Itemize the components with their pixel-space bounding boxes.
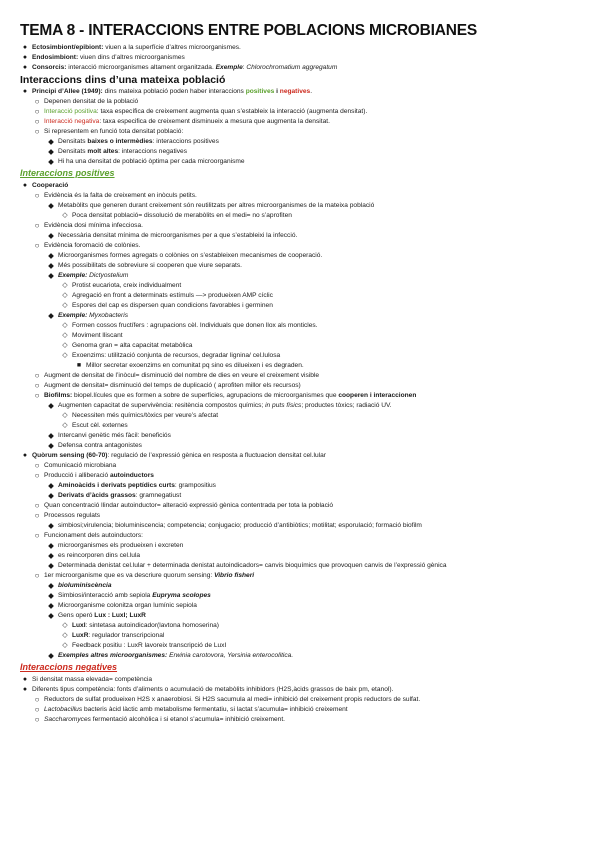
item-text: Hi ha una densitat de població òptima per cada microorganisme	[58, 158, 245, 165]
bullet-icon: ○	[34, 107, 40, 116]
bullet-icon: ○	[34, 371, 40, 380]
item-text: : regulador transcripcional	[88, 632, 165, 639]
item-text: Endosimbiont:	[32, 54, 79, 61]
item-text: viuen dins d’altres microorganismes	[78, 54, 185, 61]
list-item	[20, 431, 590, 441]
item-text: Evidència foromació de colònies.	[44, 242, 141, 249]
bullet-icon: ○	[34, 191, 40, 200]
list-item	[20, 311, 590, 321]
list-item	[20, 621, 590, 631]
list-item	[20, 157, 590, 167]
item-text: 1er microorganisme que es va descriure quorum sensing:	[44, 572, 215, 579]
bullet-icon: ◆	[48, 157, 54, 166]
item-text: : interaccions negatives	[118, 148, 188, 155]
item-text: Millor secretar exoenzims en comunitat pq sino es dilueixen i es degraden.	[86, 362, 304, 369]
item-text: Exoenzims: utilització conjunta de recursos, degradar lignina/ cel.lulosa	[72, 352, 281, 359]
item-text: baixes o intermèdies	[87, 138, 153, 145]
item-text: Erwinia carotovora, Yersinia enterocolitica.	[169, 652, 294, 659]
bullet-icon: ◇	[62, 622, 68, 629]
list-item	[20, 331, 590, 341]
item-text: Processos regulats	[44, 512, 101, 519]
bullet-icon: ◆	[48, 561, 54, 570]
item-text: molt altes	[87, 148, 119, 155]
item-text: Si densitat massa elevada= competència	[32, 676, 153, 683]
bullet-icon: ◇	[62, 412, 68, 419]
item-text: .	[310, 88, 313, 95]
list-item	[20, 551, 590, 561]
bullet-icon: ◆	[48, 231, 54, 240]
item-text: Depenen densitat de la població	[44, 98, 139, 105]
item-text: Exemple:	[58, 312, 88, 319]
list-item	[20, 351, 590, 361]
bullet-icon: ◇	[62, 322, 68, 329]
negative-interactions-list	[20, 675, 590, 725]
list-item	[20, 651, 590, 661]
list-item	[20, 611, 590, 621]
list-item	[20, 631, 590, 641]
item-text: Derivats d’àcids grassos	[58, 492, 136, 499]
bullet-icon: ○	[34, 695, 40, 704]
item-text: Diferents tipus competència: fonts d’aliments o acumulació de metabòlits inhibidors (H2S,àcids grassos de baix pm, etanol).	[32, 686, 394, 693]
list-item	[20, 43, 590, 53]
bullet-icon: ◇	[62, 332, 68, 339]
list-item	[20, 191, 590, 201]
item-text: Defensa contra antagonistes	[58, 442, 142, 449]
bullet-icon: ◆	[48, 491, 54, 500]
list-item	[20, 581, 590, 591]
item-text: Principi d’Allee (1949):	[32, 88, 103, 95]
item-text: bacteris àcid làctic amb metabolisme fermentatiu, si lactat s’acumula= inhibició creixement	[82, 706, 348, 713]
list-item	[20, 391, 590, 401]
item-text: Chlorochromatium aggregatum	[246, 64, 338, 71]
item-text: Metabòlits que generen durant creixement són reutilitzats per altres microorganismes de la mateixa població	[58, 202, 375, 209]
list-item	[20, 371, 590, 381]
bullet-icon: ◆	[48, 581, 54, 590]
item-text: Aminoàcids i derivats peptídics curts	[58, 482, 175, 489]
item-text: Exemple	[215, 64, 243, 71]
bullet-icon: ◆	[48, 311, 54, 320]
list-item	[20, 321, 590, 331]
bullet-icon: ◇	[62, 642, 68, 649]
item-text: Augmenten capacitat de supervivència: resitència compostos químics;	[58, 402, 266, 409]
item-text: Augment de densitat= disminució del temps de duplicació ( aprofiten millor els recursos)	[44, 382, 301, 389]
list-item	[20, 675, 590, 685]
item-text: Ectosimbiont/epibiont:	[32, 44, 104, 51]
bullet-icon: ◇	[62, 212, 68, 219]
positive-interactions-list	[20, 181, 590, 661]
list-item	[20, 301, 590, 311]
item-text: : grampositius	[174, 482, 216, 489]
bullet-icon: ○	[34, 715, 40, 724]
item-text: Biofilms:	[44, 392, 73, 399]
item-text: Protist eucariota, creix individualment	[72, 282, 182, 289]
item-text: Reductors de sulfat produeixen H2S x anaerobiosi. Si H2S sacumula al medi= inhibició del creixement propis reductors de sulfat.	[44, 696, 421, 703]
bullet-icon: ◆	[48, 271, 54, 280]
item-text: : interaccions positives	[152, 138, 219, 145]
list-item	[20, 511, 590, 521]
item-text: Gens operó	[58, 612, 95, 619]
list-item	[20, 481, 590, 491]
item-text: Determinada denistat cel.lular + determinada denistat autoindicadors= canvis bioquímics que provoquen canvis de l’expressió gènica	[58, 562, 447, 569]
item-text: bioluminiscència	[58, 582, 112, 589]
list-item	[20, 381, 590, 391]
item-text: biopel.lícules que es formen a sobre de superfícies, agrupacions de microorganismes que	[72, 392, 339, 399]
bullet-icon: ●	[22, 54, 28, 61]
intro-list	[20, 43, 590, 73]
list-item	[20, 361, 590, 371]
list-item	[20, 705, 590, 715]
bullet-icon: ●	[22, 88, 28, 95]
list-item	[20, 53, 590, 63]
list-item	[20, 291, 590, 301]
item-text: Interacció positiva	[44, 108, 97, 115]
bullet-icon: ●	[22, 686, 28, 693]
bullet-icon: ○	[34, 391, 40, 400]
list-item	[20, 601, 590, 611]
item-text: Necessiten més químics/tòxics per veure’s afectat	[72, 412, 219, 419]
list-item	[20, 231, 590, 241]
list-item	[20, 127, 590, 137]
item-text: Densitats	[58, 148, 88, 155]
section-heading-intra: Interaccions dins d’una mateixa població	[20, 74, 226, 86]
bullet-icon: ◆	[48, 137, 54, 146]
list-item	[20, 97, 590, 107]
bullet-icon: ◇	[62, 292, 68, 299]
item-text: Dictyostelium	[89, 272, 129, 279]
list-item	[20, 685, 590, 695]
item-text: positives	[245, 88, 275, 95]
list-item	[20, 271, 590, 281]
list-item	[20, 401, 590, 411]
bullet-icon: ■	[76, 362, 82, 369]
item-text: in puts físics	[265, 402, 302, 409]
item-text: Intercanvi genètic més fàcil: beneficiós	[58, 432, 171, 439]
bullet-icon: ◇	[62, 632, 68, 639]
list-item	[20, 571, 590, 581]
list-item	[20, 221, 590, 231]
bullet-icon: ○	[34, 471, 40, 480]
item-text: Exemples altres microorganismes:	[58, 652, 168, 659]
bullet-icon: ○	[34, 381, 40, 390]
bullet-icon: ◇	[62, 282, 68, 289]
item-text: Vibrio fisheri	[214, 572, 255, 579]
bullet-icon: ◆	[48, 651, 54, 660]
bullet-icon: ◇	[62, 422, 68, 429]
item-text: Augment de densitat de l’inòcul= disminució del nombre de dies en veure el creixement visible	[44, 372, 320, 379]
list-item	[20, 147, 590, 157]
bullet-icon: ◆	[48, 441, 54, 450]
bullet-icon: ◆	[48, 481, 54, 490]
list-item	[20, 411, 590, 421]
bullet-icon: ◇	[62, 352, 68, 359]
list-item	[20, 451, 590, 461]
bullet-icon: ○	[34, 97, 40, 106]
list-item	[20, 441, 590, 451]
page-title: TEMA 8 - INTERACCIONS ENTRE POBLACIONS MICROBIANES	[20, 22, 478, 39]
bullet-icon: ◆	[48, 611, 54, 620]
bullet-icon: ●	[22, 64, 28, 71]
bullet-icon: ○	[34, 221, 40, 230]
item-text: microorganismes els produeixen i excreten	[58, 542, 184, 549]
bullet-icon: ○	[34, 127, 40, 136]
item-text: Simbiosi/interacció amb sepiola	[58, 592, 153, 599]
item-text: Poca densitat població= dissolució de merabòlits en el medi= no s’aprofiten	[72, 212, 292, 219]
item-text: autoinductors	[109, 472, 154, 479]
item-text: Més possibilitats de sobreviure si cooperen que viure separats.	[58, 262, 242, 269]
bullet-icon: ◆	[48, 431, 54, 440]
item-text: viuen a la superfície d’altres microorganismes.	[103, 44, 241, 51]
list-item	[20, 117, 590, 127]
list-item	[20, 461, 590, 471]
item-text: Quòrum sensing (60-70)	[32, 452, 108, 459]
item-text: : regulació de l’expressió gènica en resposta a fluctuacion densitat cel.lular	[107, 452, 326, 459]
bullet-icon: ○	[34, 501, 40, 510]
item-text: : taxa especifica de creixement disminueix a mesura que augmenta la densitat.	[99, 118, 330, 125]
list-item	[20, 715, 590, 725]
bullet-icon: ◆	[48, 201, 54, 210]
item-text: Densitats	[58, 138, 88, 145]
list-item	[20, 421, 590, 431]
bullet-icon: ◆	[48, 147, 54, 156]
item-text: Quan concentració llindar autoinductor= alteració expressió gènica contentrada per tota la població	[44, 502, 334, 509]
item-text: Funcionament dels autoinductors:	[44, 532, 143, 539]
bullet-icon: ○	[34, 117, 40, 126]
bullet-icon: ○	[34, 705, 40, 714]
list-item	[20, 471, 590, 481]
bullet-icon: ●	[22, 182, 28, 189]
list-item	[20, 63, 590, 73]
item-text: negatives	[279, 88, 311, 95]
item-text: Genoma gran = alta capacitat metabòlica	[72, 342, 193, 349]
item-text: Lux : LuxI; LuxR	[94, 612, 146, 619]
list-item	[20, 591, 590, 601]
bullet-icon: ◇	[62, 342, 68, 349]
item-text: Interacció negativa	[44, 118, 100, 125]
list-item	[20, 281, 590, 291]
item-text: Necessària densitat mínima de microorganismes per a que s’estableixi la infecció.	[58, 232, 298, 239]
intra-population-list	[20, 87, 590, 167]
bullet-icon: ◆	[48, 591, 54, 600]
bullet-icon: ○	[34, 241, 40, 250]
list-item	[20, 341, 590, 351]
item-text: Eupryma scolopes	[152, 592, 211, 599]
bullet-icon: ◆	[48, 541, 54, 550]
item-text: Comunicació microbiana	[44, 462, 117, 469]
list-item	[20, 541, 590, 551]
item-text: i	[274, 88, 280, 95]
item-text: Agregació en front a determinats estímuls —> produeixen AMP cíclic	[72, 292, 273, 299]
list-item	[20, 211, 590, 221]
list-item	[20, 251, 590, 261]
bullet-icon: ●	[22, 452, 28, 459]
list-item	[20, 641, 590, 651]
list-item	[20, 695, 590, 705]
list-item	[20, 87, 590, 97]
list-item	[20, 491, 590, 501]
list-item	[20, 561, 590, 571]
bullet-icon: ○	[34, 571, 40, 580]
item-text: Cooperació	[32, 182, 69, 189]
item-text: Moviment lliscant	[72, 332, 123, 339]
list-item	[20, 531, 590, 541]
bullet-icon: ○	[34, 531, 40, 540]
item-text: :	[242, 64, 247, 71]
bullet-icon: ◇	[62, 302, 68, 309]
item-text: Saccharomyces	[44, 716, 91, 723]
bullet-icon: ◆	[48, 551, 54, 560]
item-text: Lactobacillus	[44, 706, 83, 713]
bullet-icon: ◆	[48, 251, 54, 260]
item-text: Exemple:	[58, 272, 88, 279]
list-item	[20, 261, 590, 271]
item-text: Escut cèl. externes	[72, 422, 128, 429]
bullet-icon: ○	[34, 511, 40, 520]
list-item	[20, 137, 590, 147]
item-text: Feedback positiu : LuxR lavoreix transcripció de LuxI	[72, 642, 227, 649]
list-item	[20, 501, 590, 511]
item-text: ; productes tòxics; radiació UV.	[301, 402, 392, 409]
bullet-icon: ●	[22, 676, 28, 683]
bullet-icon: ◆	[48, 601, 54, 610]
item-text: interacció microorganismes altament organitzada.	[66, 64, 216, 71]
item-text: LuxR	[72, 632, 89, 639]
item-text: es reincorporen dins cel.lula	[58, 552, 141, 559]
item-text: Producció i alliberació	[44, 472, 110, 479]
list-item	[20, 201, 590, 211]
item-text: Formen cossos fructífers : agrupacions cèl. Individuals que donen llox als monticles.	[72, 322, 318, 329]
item-text: : taxa específica de creixement augmenta quan s’estableix la interacció (augmenta densitat).	[96, 108, 368, 115]
item-text: Microorganismes formes agregats o colònies on s’estableixen mecanismes de cooperació.	[58, 252, 323, 259]
list-item	[20, 241, 590, 251]
item-text: Evidència és la falta de creixement en inòculs petits.	[44, 192, 197, 199]
item-text: simbiosi;virulencia; bioluminiscencia; competencia; conjugacio; producció d’antibiòtics; motilitat; esporulació; formació biofilm	[58, 522, 422, 529]
item-text: fermentació alcohòlica i si etanol s’acumula= inhibició creixement.	[90, 716, 285, 723]
bullet-icon: ○	[34, 461, 40, 470]
item-text: dins mateixa població poden haber interaccions	[102, 88, 246, 95]
list-item	[20, 107, 590, 117]
item-text: Evidència dosi mínima infecciosa.	[44, 222, 143, 229]
bullet-icon: ●	[22, 44, 28, 51]
item-text: Espores del cap es dispersen quan condicions favorables i germinen	[72, 302, 273, 309]
item-text: LuxI	[72, 622, 86, 629]
bullet-icon: ◆	[48, 261, 54, 270]
section-heading-positive: Interaccions positives	[20, 168, 115, 178]
item-text: : sintetasa autoindicador(lavtona homoserina)	[85, 622, 219, 629]
item-text: Myxobacteris	[89, 312, 129, 319]
item-text: cooperen i interaccionen	[338, 392, 417, 399]
section-heading-negative: Interaccions negatives	[20, 662, 118, 672]
item-text: : gramnegatiust	[135, 492, 182, 499]
list-item	[20, 181, 590, 191]
document-page	[20, 22, 590, 725]
item-text: Microorganisme colonitza organ lumínic sepiola	[58, 602, 197, 609]
list-item	[20, 521, 590, 531]
bullet-icon: ◆	[48, 521, 54, 530]
item-text: Si representem en funció tota densitat població:	[44, 128, 184, 135]
item-text: Consorcis:	[32, 64, 67, 71]
bullet-icon: ◆	[48, 401, 54, 410]
